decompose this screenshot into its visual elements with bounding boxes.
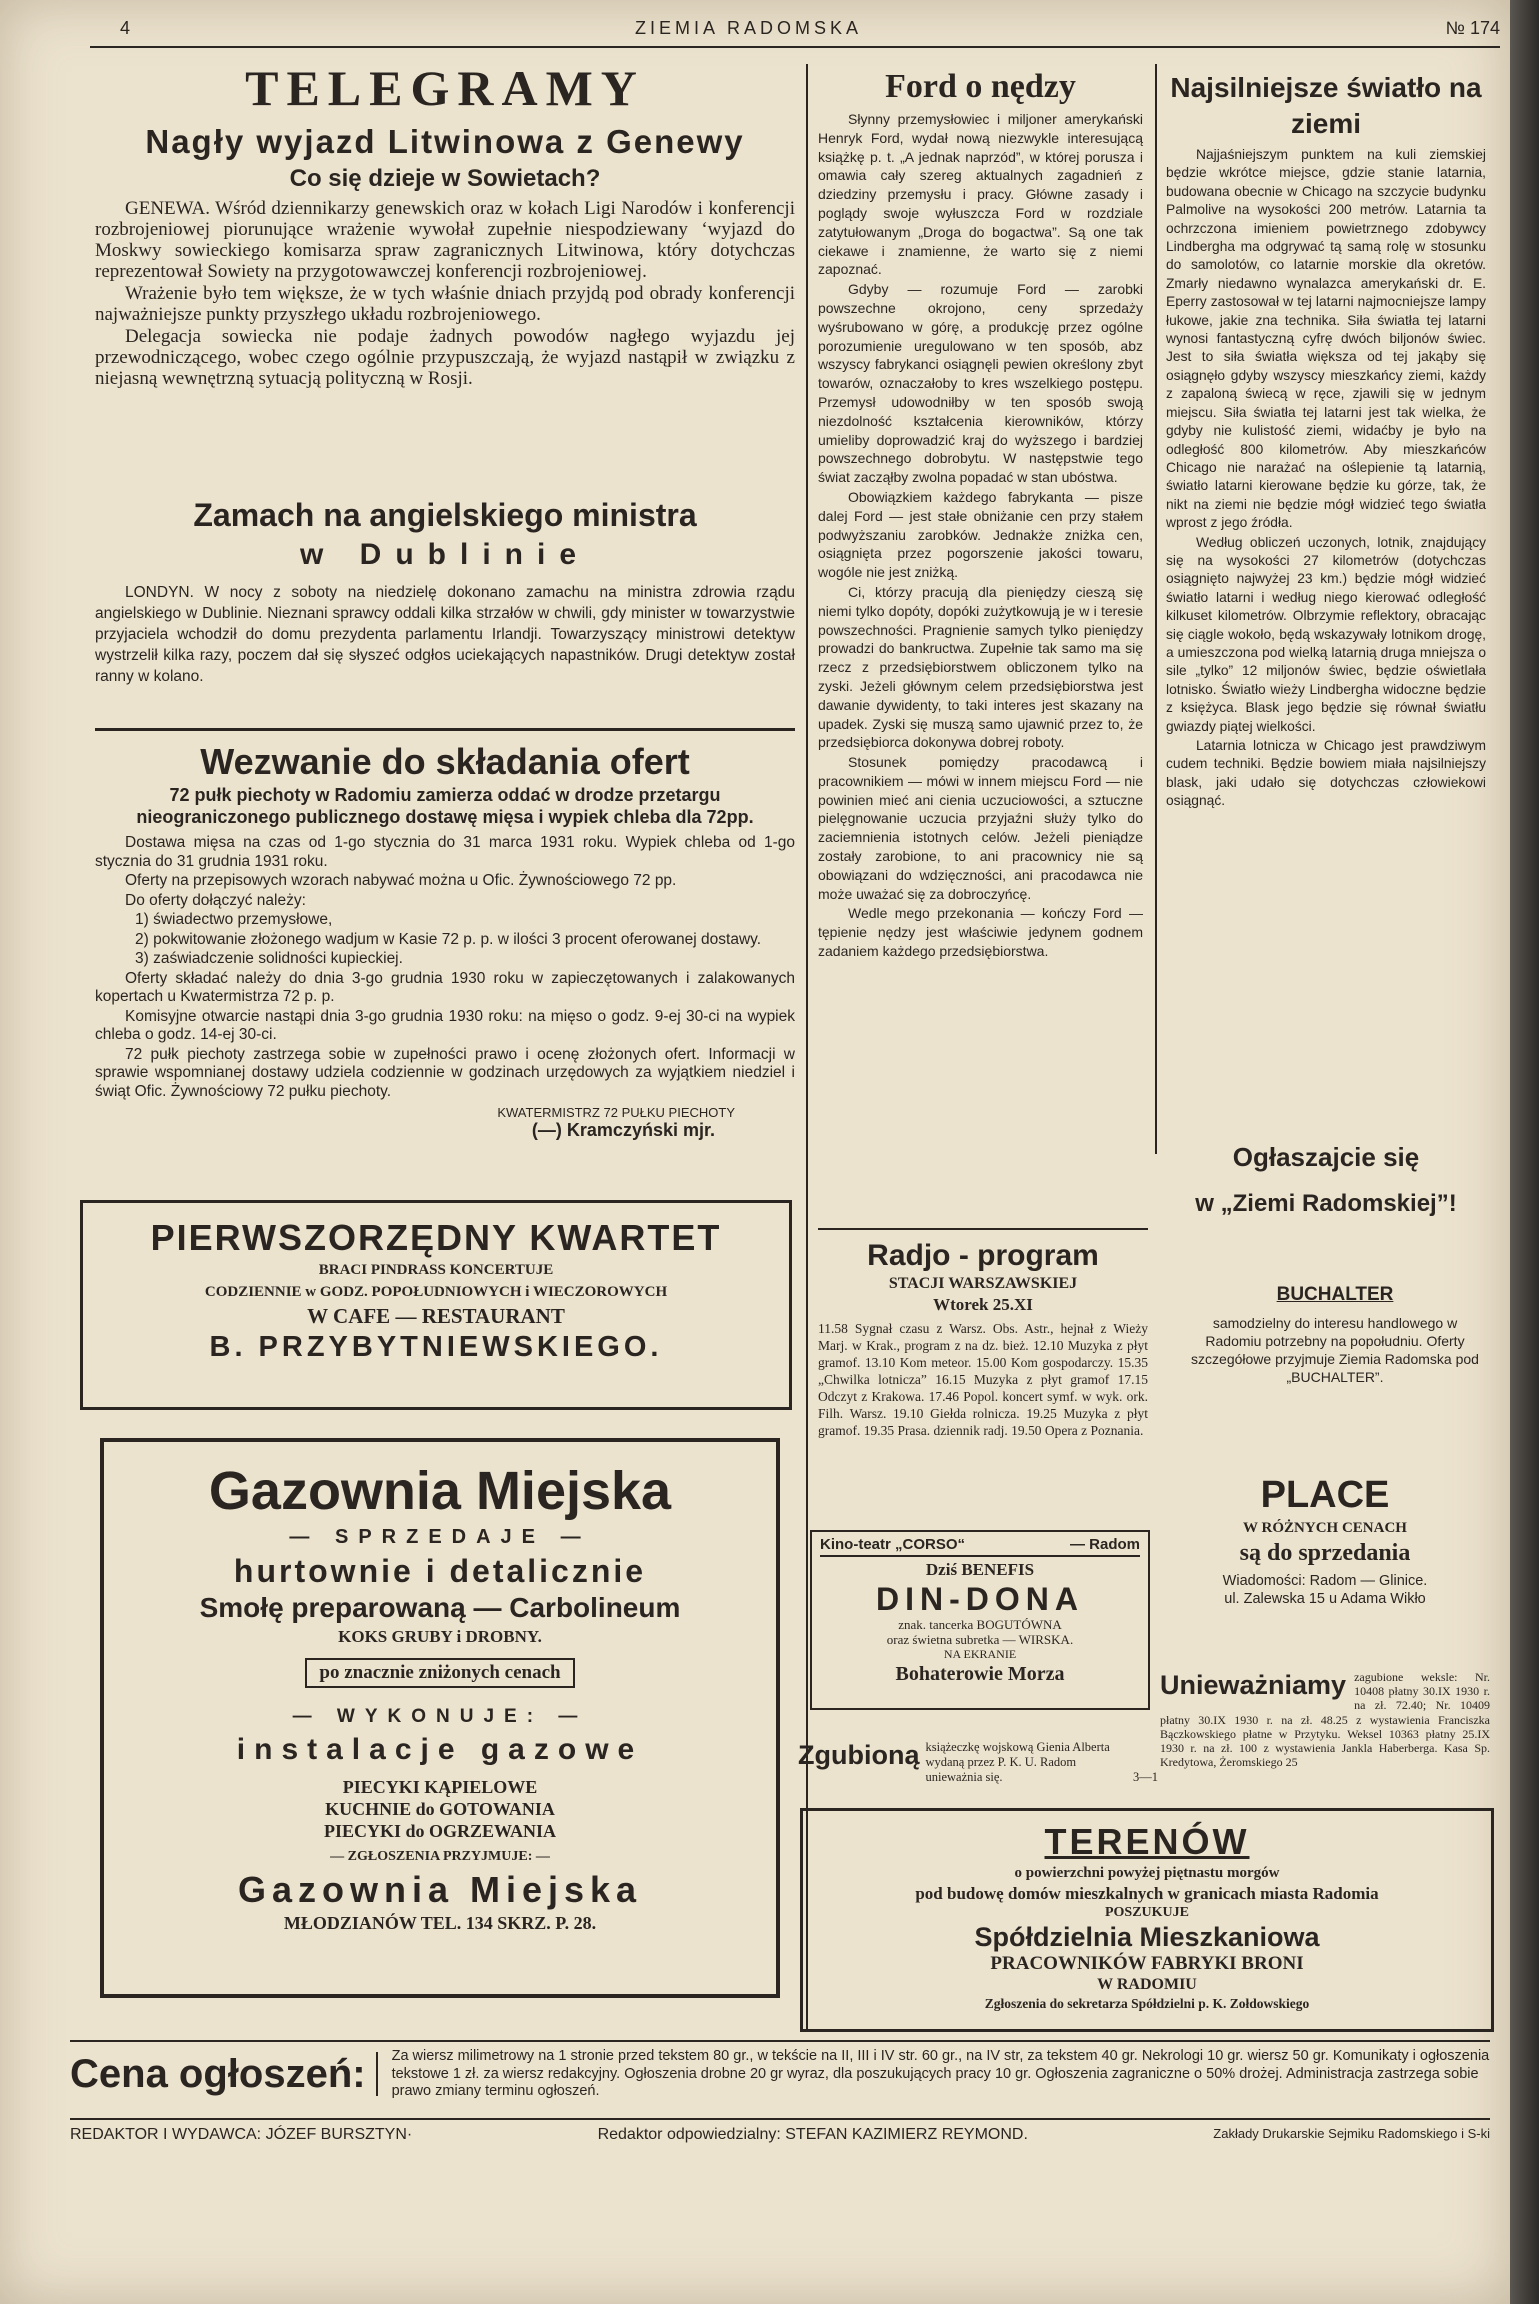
ad-line: w „Ziemi Radomskiej”!	[1195, 1190, 1457, 1217]
ad-line: Ogłaszajcie się	[1232, 1142, 1420, 1172]
buchalter-title: BUCHALTER	[1276, 1284, 1394, 1305]
swiatlo-section	[1166, 70, 1486, 812]
zgubiona-number: 3—1	[1133, 1770, 1158, 1784]
ad-line: B. PRZYBYTNIEWSKIEGO.	[209, 1331, 663, 1363]
list-item: 3) zaświadczenie solidności kupieckiej.	[135, 950, 403, 967]
footer-publisher: REDAKTOR I WYDAWCA: JÓZEF BURSZTYN·	[70, 2126, 413, 2143]
article-paragraph: Stosunek pomiędzy pracodawcą i pracownikiem — mówi w innem miejscu Ford — nie powinien mieć ani cienia uczuciowości, a sztuczne pielęgnowanie uczucia przyjaźni służy tylko do zaciemnienia istotnych celów. Jeżeli pieniądze zostały zarobione, to ani pracownicy nie są obowiązani do wdzięczności, ani pracodawca nie może uważać się za dobroczyńcę.	[818, 754, 1143, 902]
ad-line: W CAFE — RESTAURANT	[307, 1304, 565, 1328]
swiatlo-title: Najsilniejsze światło na ziemi	[1170, 72, 1482, 139]
ad-line: hurtownie i detalicznie	[233, 1553, 647, 1589]
zgubiona-title: Zgubioną	[798, 1740, 920, 1770]
article-paragraph: Do oferty dołączyć należy:	[125, 891, 306, 909]
ad-line: Zgłoszenia do sekretarza Spółdzielni p. K. Zołdowskiego	[984, 1996, 1310, 2011]
article-paragraph: Obowiązkiem każdego fabrykanta — pisze dalej Ford — jest stałe obniżanie cen przy stałem podwyższaniu zarobków. Jednakże zniżka cen, osiągnięta przez pogorszenie jakości towaru, wogóle nie jest zniżką.	[818, 488, 1143, 581]
ad-line: Wiadomości: Radom — Glinice.	[1222, 1573, 1428, 1589]
ad-line: Dziś BENEFIS	[925, 1560, 1035, 1579]
gazownia-ad	[100, 1438, 780, 1998]
buchalter-ad	[1190, 1282, 1480, 1386]
kino-name: Kino-teatr „CORSO“	[820, 1536, 966, 1553]
page-number: 4	[120, 18, 135, 38]
column-rule	[1155, 64, 1157, 1154]
list-item: 2) pokwitowanie złożonego wadjum w Kasie 72 p. p. w ilości 3 procent oferowanej dostawy.	[135, 930, 762, 948]
section-divider	[95, 728, 795, 731]
article-paragraph: Wedle mego przekonania — kończy Ford — tępienie nędzy jest właściwie jedynem godnem zadaniem każdego przedsiębiorstwa.	[818, 905, 1143, 960]
wezwanie-title: Wezwanie do składania ofert	[200, 741, 690, 782]
article-paragraph: Słynny przemysłowiec i miljoner amerykański Henryk Ford, wydał nową niezwykle interesującą książkę p. t. „A jednak naprzód”, w której porusza i omawia cały szereg aktualnych zagadnień z dziedziny przemysłu i pracy. Główne zasady i poglądy swoje wyłuszcza Ford w rozdziale zatytułowanym „Droga do bogactwa”. Są one tak ciekawe i znamienne, że warto się z niemi zapoznać.	[818, 111, 1143, 278]
ad-line: znak. tancerka BOGUTÓWNA	[898, 1617, 1062, 1632]
zgubiona-text: książeczkę wojskową Gienia Alberta wydaną przez P. K. U. Radom unieważnia się.	[925, 1740, 1110, 1784]
ad-line: DIN-DONA	[876, 1581, 1084, 1617]
ad-line: Smołę preparowaną — Carbolineum	[199, 1592, 681, 1623]
article-paragraph: Latarnia lotnicza w Chicago jest prawdziwym cudem techniki. Będzie bowiem miała najsilniejszy blask, jaki udało się dotychczas człowiekowi osiągnąć.	[1166, 738, 1486, 809]
kino-ad	[810, 1530, 1150, 1710]
uniewaznia-text: zagubione weksle: Nr. 10408 płatny 30.IX 1930 r. na zł. 72.40; Nr. 10409 płatny 30.IX 1930 r. na zł. 48.25 z wystawienia Franciszka Bączkowskiego płatne w Przytyku. Weksel 10363 płatny 25.IX 1930 r. na zł. 100 z wystawienia Jankla Haberberga. Kasa Sp. Kredytowa, Żeromskiego 25	[1160, 1670, 1490, 1770]
ad-line: PIECYKI KĄPIELOWE	[342, 1777, 538, 1797]
radjo-day: Wtorek 25.XI	[933, 1295, 1033, 1314]
footer-divider	[70, 2118, 1490, 2120]
ad-line: BRACI PINDRASS KONCERTUJE	[318, 1262, 554, 1278]
ad-line: Gazownia Miejska	[237, 1869, 643, 1910]
radjo-subtitle: STACJI WARSZAWSKIEJ	[888, 1275, 1078, 1292]
ad-line: — WYKONUJE: —	[292, 1706, 588, 1727]
article-paragraph: Dostawa mięsa na czas od 1-go stycznia do 31 marca 1931 roku. Wypiek chleba od 1-go stycznia do 31 grudnia 1931 roku.	[95, 834, 795, 870]
issue-number: № 174	[1445, 18, 1500, 38]
ford-title: Ford o nędzy	[885, 68, 1076, 105]
article-paragraph: LONDYN. W nocy z soboty na niedzielę dokonano zamachu na ministra zdrowia rządu angielskiego w Dublinie. Nieznani sprawcy oddali kilka strzałów w chwili, gdy minister w towarzystwie przyjaciela wchodził do domu prezydenta parlamentu Irlandji. Towarzyszący ministrowi detektyw wystrzelił kilka razy, poczem dał się słyszeć odgłos uciekających napastników. Drugi detektyw został ranny w kolano.	[95, 584, 795, 685]
ad-line: W RADOMIU	[1097, 1976, 1197, 1993]
cena-section	[70, 2048, 1490, 2101]
article-paragraph: Gdyby — rozumuje Ford — zarobki powszechne okrojono, ceny sprzedaży wyśrubowano w górę, a produkcję przez ogólne porozumienie uregulowano w ten sposób, abz wszyscy fabrykanci osiągnęli pewien określony zbyt towarów, oznaczałoby to kres wszelkiego postępu. Przemysł udowodniłby w ten sposób swoją niezdolność kształcenia kierowników, którzy umieliby doprowadzić kraj do wyższego i bardziej powszechnego dobrobytu. W następstwie tego świat zacząłby zwolna popadać w stan ubóstwa.	[818, 281, 1143, 486]
article-paragraph: Wrażenie było tem większe, że w tych właśnie dniach przyjdą pod obrady konferencji najważniejsze punkty przyszłego układu rozbrojeniowego.	[95, 283, 795, 325]
ad-line: Bohaterowie Morza	[895, 1663, 1065, 1685]
kwartet-title: PIERWSZORZĘDNY KWARTET	[150, 1217, 722, 1258]
ad-line: MŁODZIANÓW TEL. 134 SKRZ. P. 28.	[283, 1913, 597, 1933]
ad-line: Spółdzielnia Mieszkaniowa	[974, 1922, 1320, 1952]
ad-line: — ZGŁOSZENIA PRZYJMUJE: —	[330, 1849, 550, 1864]
ad-line: W RÓŻNYCH CENACH	[1243, 1520, 1407, 1536]
telegrams-section	[95, 58, 795, 390]
article-paragraph: Oferty składać należy do dnia 3-go grudnia 1930 roku w zapieczętowanych i zalakowanych kopertach u Kwatermistrza 72 p. p.	[95, 969, 795, 1005]
telegrams-title: TELEGRAMY	[245, 60, 645, 116]
cena-text: Za wiersz milimetrowy na 1 stronie przed tekstem 80 gr., w tekście na II, III i IV str. 60 gr., na IV str, za tekstem 40 gr. Nekrologi 10 gr. wiersz 50 gr. Komunikaty i ogłoszenia tekstowe 1 zł. za wiersz redakcyjny. Ogłoszenia drobne 20 gr wyraz, dla poszukujących pracy 10 gr. Ogłoszenia zagraniczne o 50% drożej. Administracja zastrzega sobie prawo zmiany terminu ogłoszeń.	[391, 2048, 1490, 2099]
zamach-title: Zamach na angielskiego ministra	[193, 497, 697, 533]
article-paragraph: Ci, którzy pracują dla pieniędzy cieszą się niemi tylko dopóty, dopóki zużytkowują je w i teresie powszechności. Pragnienie samych tylko pieniędzy prowadzi do bankructwa. Zupełnie tak samo ma się rzecz z przedsiębiorstwem obliczonem tylko na zyski. Jeżeli głównym celem przedsiębiorstwa jest dawanie dywidenty, to taki interes jest skazany na upadek. Zyski się muszą samo ujawnić przez to, że przedsiębiorca dokonywa dobrej roboty.	[818, 583, 1143, 751]
gazownia-title: Gazownia Miejska	[208, 1461, 672, 1521]
footer	[70, 2126, 1490, 2144]
ad-line: pod budowę domów mieszkalnych w granicach miasta Radomia	[915, 1884, 1379, 1903]
article-paragraph: 72 pułk piechoty zastrzega sobie w zupełności prawo i ocenę złożonych ofert. Informacji w sprawie wspomnianej dostawy udziela codziennie w godzinach urzędowych za wyjątkiem niedziel i świąt Ofic. Żywnościowy 72 pułku piechoty.	[95, 1045, 795, 1100]
uniewaznia-title: Unieważniamy	[1160, 1670, 1347, 1700]
zamach-subtitle: w Dublinie	[300, 538, 590, 571]
ad-line: KOKS GRUBY i DROBNY.	[338, 1627, 542, 1646]
wezwanie-section	[95, 740, 795, 1141]
section-divider	[70, 2040, 1490, 2042]
wezwanie-lead: 72 pułk piechoty w Radomiu zamierza oddać w drodze przetargu nieograniczonego publicznego dostawę mięsa i wypiek chleba dla 72pp.	[136, 785, 754, 827]
article-paragraph: GENEWA. Wśród dziennikarzy genewskich oraz w kołach Ligi Narodów i konferencji rozbrojeniowej piorunujące wrażenie wywołał zupełnie niespodziewany ‘wyjazd do Moskwy sowieckiego komisarza spraw zagranicznych Litwinowa, który dotychczas reprezentował Sowiety na przygotowawczej konferencji rozbrojeniowej.	[95, 198, 795, 282]
ad-line: POSZUKUJE	[1104, 1905, 1189, 1920]
buchalter-text: samodzielny do interesu handlowego w Radomiu potrzebny na popołudniu. Oferty szczegółowe przyjmuje Ziemia Radomska pod „BUCHALTER”.	[1191, 1315, 1479, 1385]
signature-title: KWATERMISTRZ 72 PUŁKU PIECHOTY	[497, 1105, 735, 1120]
article-paragraph: Komisyjne otwarcie nastąpi dnia 3-go grudnia 1930 roku: na mięso o godz. 9-ej 30-ci na wypiek chleba o godz. 14-ej 30-ci.	[95, 1007, 795, 1043]
zamach-section	[95, 494, 795, 688]
ad-line: po znacznie zniżonych cenach	[305, 1658, 574, 1688]
ad-line: oraz świetna subretka — WIRSKA.	[886, 1632, 1074, 1647]
telegrams-subheadline: Co się dzieje w Sowietach?	[289, 165, 601, 192]
telegrams-headline: Nagły wyjazd Litwinowa z Genewy	[145, 123, 745, 160]
newspaper-title: ZIEMIA RADOMSKA	[635, 18, 863, 38]
ad-line: NA EKRANIE	[943, 1647, 1017, 1661]
ad-line: — SPRZEDAJE —	[289, 1526, 591, 1548]
ad-line: ul. Zalewska 15 u Adama Wikło	[1224, 1591, 1426, 1607]
uniewaznia-notice	[1160, 1670, 1490, 1769]
kwartet-ad	[80, 1200, 792, 1410]
radjo-title: Radjo - program	[867, 1239, 1099, 1272]
place-ad	[1160, 1472, 1490, 1608]
page-edge	[1510, 0, 1539, 2304]
signature-name: (—) Kramczyński mjr.	[531, 1120, 715, 1140]
radjo-program: 11.58 Sygnał czasu z Warsz. Obs. Astr., hejnał z Wieży Marj. w Krak., program z na dz. bież. 12.10 Muzyka z płyt gramof. 13.10 Kom meteor. 15.00 Kom gospodarczy. 15.35 „Chwilka lotnicza” 16.15 Muzyka z płyt gramof 17.15 Odczyt z Krakowa. 17.46 Popol. koncert symf. w wyk. ork. Filh. Warsz. 19.10 Giełda rolnicza. 19.25 Muzyka z płyt gramof. 19.35 Prasa. dziennik radj. 19.50 Opera z Poznania.	[818, 1321, 1148, 1438]
article-paragraph: Według obliczeń uczonych, lotnik, znajdujący się na wysokości 27 kilometrów (dotychczas osiągnięto najwyżej 23 km.) będzie mógł widzieć światło latarni i według niego kierować odległość kilkuset kilometrów. Olbrzymie reflektory, obracając się ciągle wokoło, będą wskazywały lotnikom drogę, a umieszczona pod wielką latarnią druga mniejsza o sile „tylko” 12 miljonów świec, będzie oświetlała lotnisko. Światło wieży Lindbergha widoczne będzie z księżyca. Blask jego będzie się równał światłu gwiazdy piątej wielkości.	[1166, 534, 1486, 734]
radjo-section	[818, 1238, 1148, 1439]
oglaszajcie-ad	[1166, 1140, 1486, 1220]
place-title: PLACE	[1260, 1474, 1390, 1516]
ad-line: PIECYKI do OGRZEWANIA	[323, 1821, 557, 1841]
article-paragraph: Najjaśniejszym punktem na kuli ziemskiej będzie wkrótce miejsce, gdzie stanie latarnia, budowana obecnie w Chicago na szczycie budynku Palmolive na wysokości 200 metrów. Latarnia ta ochrzczona imieniem powietrznego zdobywcy Lindbergha ma odgrywać tą samą rolę w stosunku do samolotów, co latarnie morskie dla okretów. Zmarły niedawno wynalazca amerykański dr. E. Eperry zastosował w tej latarni najmocniejsze lampy łukowe, jakie zna technika. Siła światła tej latarni wynosi fantastyczną cyfrę dwóch biljonów świec. Jest to siła światła większa od tej jakąby się osiągnęło gdyby wszyscy mieszkańcy ziemi, każdy z zapaloną świecą w ręce, zjawili się w jednym miejscu. Siła światła tej latarni jest tak wielka, że gdyby nie kulistość ziemi, widaćby je było na odległość 800 kilometrów. Aby mieszkańców Chicago nie narażać na oślepienie tą latarnią, światło latarni kierowane będzie ku górze, tak, że nikt na ziemi nie będzie mógł widzieć tego światła wprost z jego źródła.	[1166, 147, 1486, 531]
cena-title: Cena ogłoszeń:	[70, 2052, 378, 2096]
section-divider	[818, 1228, 1148, 1230]
ford-section	[818, 66, 1143, 962]
column-rule	[806, 64, 808, 2029]
terenow-ad	[800, 1808, 1494, 2032]
footer-editor: Redaktor odpowiedzialny: STEFAN KAZIMIERZ REYMOND.	[597, 2126, 1028, 2143]
ad-line: CODZIENNIE w GODZ. POPOŁUDNIOWYCH i WIECZOROWYCH	[204, 1284, 668, 1300]
zgubiona-notice	[798, 1740, 1158, 1785]
page-header	[90, 10, 1500, 48]
ad-line: PRACOWNIKÓW FABRYKI BRONI	[990, 1953, 1304, 1974]
article-paragraph: Oferty na przepisowych wzorach nabywać można u Ofic. Żywnościowego 72 pp.	[125, 872, 677, 889]
ad-line: o powierzchni powyżej piętnastu morgów	[1014, 1865, 1280, 1881]
kino-city: — Radom	[1069, 1536, 1140, 1553]
ad-line: instalacje gazowe	[236, 1733, 644, 1766]
list-item: 1) świadectwo przemysłowe,	[135, 911, 333, 928]
footer-printer: Zakłady Drukarskie Sejmiku Radomskiego i S-ki	[1213, 2126, 1490, 2141]
ad-line: KUCHNIE do GOTOWANIA	[325, 1799, 555, 1819]
terenow-title: TERENÓW	[1044, 1821, 1250, 1862]
ad-line: są do sprzedania	[1239, 1540, 1411, 1566]
article-paragraph: Delegacja sowiecka nie podaje żadnych powodów nagłego wyjazdu jej przewodniczącego, wobec czego ogólnie przypuszczają, że wyjazd nastąpił w związku z niejasną wewnętrzną sytuacją polityczną w Rosji.	[95, 326, 795, 389]
